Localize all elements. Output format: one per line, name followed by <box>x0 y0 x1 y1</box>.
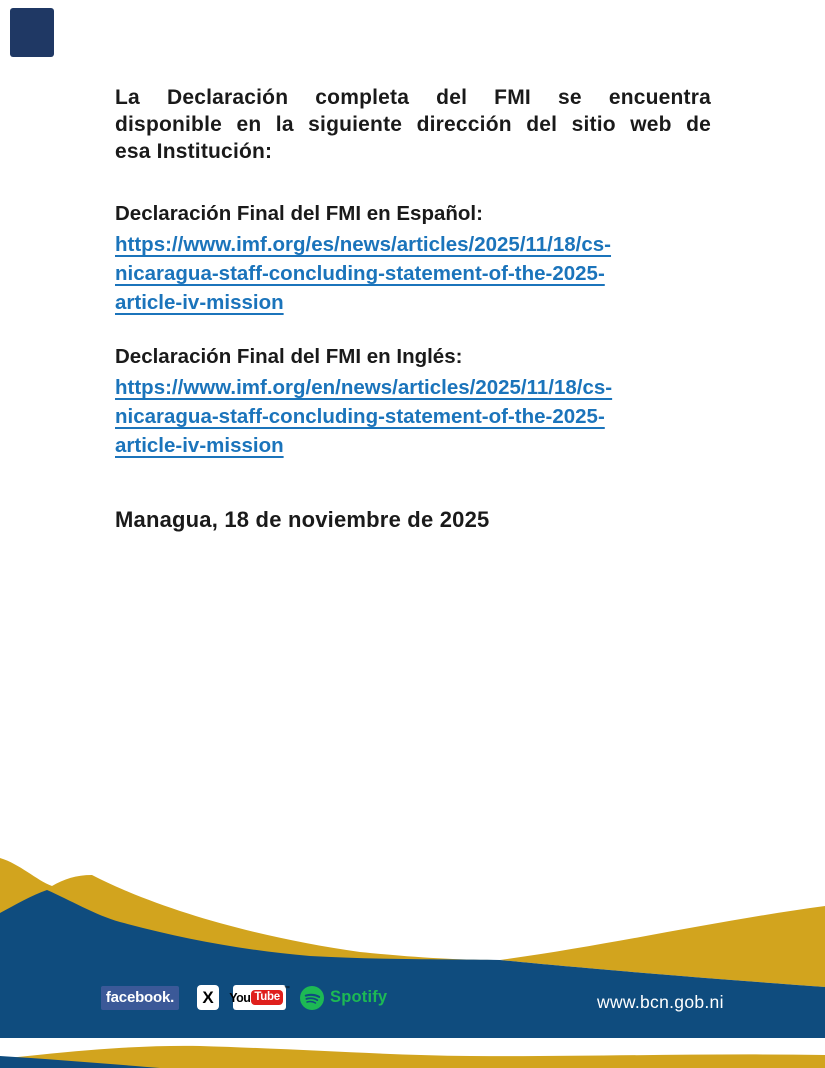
imf-link-spanish-line[interactable]: https://www.imf.org/es/news/articles/2025/11/18/cs- <box>115 233 612 256</box>
corner-accent-square <box>10 8 54 57</box>
youtube-you-label: You <box>229 990 251 1005</box>
spotify-label: Spotify <box>330 988 388 1006</box>
spotify-badge[interactable] <box>300 985 387 1010</box>
youtube-trademark: ™ <box>283 986 290 992</box>
youtube-badge[interactable] <box>229 985 290 1010</box>
intro-line: esa Institución: <box>115 140 273 163</box>
spanish-statement-heading: Declaración Final del FMI en Español: <box>115 202 483 225</box>
imf-link-spanish-line[interactable]: nicaragua-staff-concluding-statement-of-the-2025- <box>115 262 605 285</box>
imf-link-english[interactable] <box>115 373 711 460</box>
imf-link-spanish[interactable] <box>115 230 711 317</box>
english-statement-heading: Declaración Final del FMI en Inglés: <box>115 345 463 368</box>
imf-link-english-line[interactable]: nicaragua-staff-concluding-statement-of-the-2025- <box>115 405 605 428</box>
intro-line: disponible en la siguiente dirección del sitio web de <box>115 113 711 136</box>
facebook-badge[interactable]: facebook. <box>101 986 179 1010</box>
imf-link-spanish-line[interactable]: article-iv-mission <box>115 291 284 314</box>
document-body <box>115 84 711 533</box>
imf-link-english-line[interactable]: https://www.imf.org/en/news/articles/2025/11/18/cs- <box>115 376 613 399</box>
x-twitter-icon[interactable]: X <box>197 985 219 1010</box>
bottom-edge-wave <box>0 1042 825 1068</box>
imf-link-english-line[interactable]: article-iv-mission <box>115 434 284 457</box>
intro-paragraph <box>115 84 711 165</box>
intro-line: La Declaración completa del FMI se encuentra <box>115 86 711 109</box>
bcn-website-url: www.bcn.gob.ni <box>597 992 724 1012</box>
spotify-icon <box>300 986 324 1010</box>
youtube-tube-label: Tube <box>251 990 282 1005</box>
dateline: Managua, 18 de noviembre de 2025 <box>115 507 490 532</box>
